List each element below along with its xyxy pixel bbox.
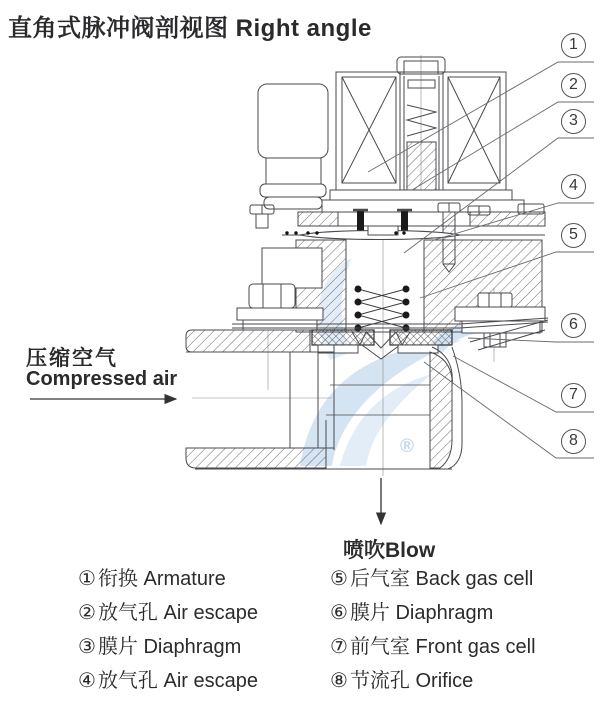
legend-num-7: ⑦ (330, 636, 348, 658)
legend-num-3: ③ (78, 636, 96, 658)
callout-5: 5 (561, 223, 586, 248)
legend-text-3: 膜片 Diaphragm (97, 636, 242, 658)
svg-text:®: ® (400, 436, 414, 457)
legend-item-8 (330, 670, 536, 693)
legend-num-8: ⑧ (330, 670, 348, 692)
legend-item-5 (330, 568, 536, 591)
callout-7: 7 (561, 383, 586, 408)
callout-4: 4 (561, 174, 586, 199)
legend-text-5: 后气室 Back gas cell (349, 568, 534, 590)
legend-text-6: 膜片 Diaphragm (349, 602, 494, 624)
legend-text-7: 前气室 Front gas cell (349, 636, 536, 658)
solenoid-coil (322, 57, 524, 212)
callout-6: 6 (561, 313, 586, 338)
armature-plunger (407, 142, 436, 197)
outlet-label: 喷吹Blow (343, 539, 436, 562)
electrical-connector (258, 84, 328, 209)
legend-text-4: 放气孔 Air escape (97, 670, 258, 692)
legend-column-left (78, 568, 258, 693)
callout-2: 2 (561, 73, 586, 98)
legend-item-7 (330, 636, 536, 659)
legend-item-6 (330, 602, 536, 625)
legend-num-2: ② (78, 602, 96, 624)
callout-1: 1 (561, 33, 586, 58)
legend-text-1: 衔换 Armature (97, 568, 226, 590)
legend-num-4: ④ (78, 670, 96, 692)
callout-8: 8 (561, 429, 586, 454)
legend-item-1 (78, 568, 258, 591)
legend-num-1: ① (78, 568, 96, 590)
inlet-label-en: Compressed air (26, 368, 178, 390)
legend-column-right (330, 568, 536, 693)
legend-text-2: 放气孔 Air escape (97, 602, 258, 624)
return-springs (355, 286, 410, 332)
legend-num-6: ⑥ (330, 602, 348, 624)
page-title: 直角式脉冲阀剖视图 Right angle (8, 15, 372, 42)
legend-item-3 (78, 636, 258, 659)
legend-text-8: 节流孔 Orifice (349, 670, 474, 692)
air-escape-port (262, 248, 322, 288)
inlet-label-zh: 压缩空气 (26, 347, 118, 370)
legend-num-5: ⑤ (330, 568, 348, 590)
legend-item-2 (78, 602, 258, 625)
legend-item-4 (78, 670, 258, 693)
callout-3: 3 (561, 109, 586, 134)
